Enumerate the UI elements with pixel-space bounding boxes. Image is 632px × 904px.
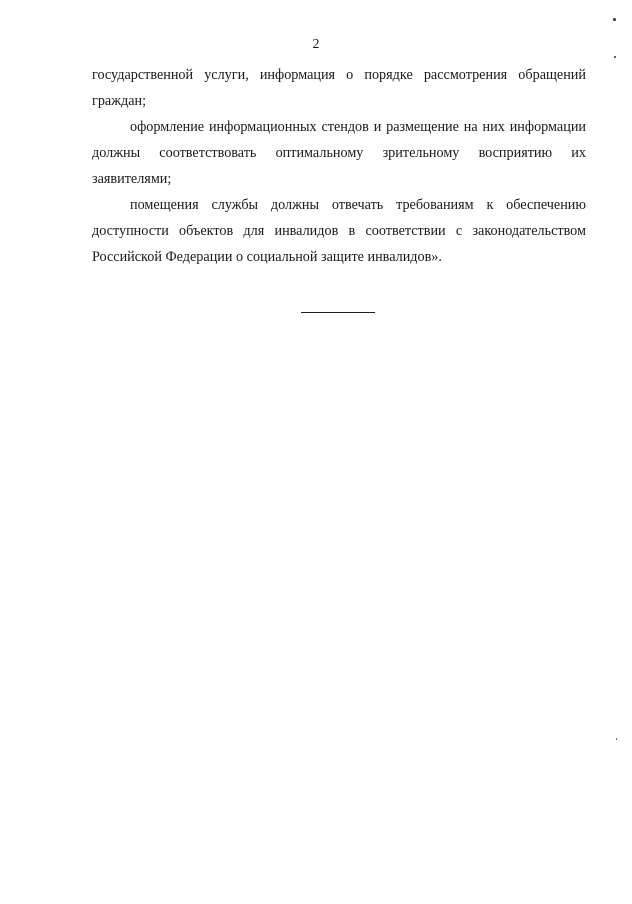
paragraph-service-info: государственной услуги, информация о порядке рассмотрения обращений граждан; (92, 67, 586, 109)
scan-speck (613, 18, 616, 21)
scan-speck (614, 56, 616, 58)
document-body (92, 62, 586, 270)
scan-speck (616, 738, 617, 740)
paragraph-info-stands: оформление информационных стендов и размещение на них информации должны соответствовать оптимальному зрительному восприятию их заявителями; (92, 119, 586, 187)
paragraph-accessibility: помещения службы должны отвечать требованиям к обеспечению доступности объектов для инвалидов в соответствии с законодательством Российской Федерации о социальной защите инвалидов». (92, 197, 586, 265)
page-number: 2 (312, 37, 320, 52)
end-divider-line (301, 312, 375, 313)
